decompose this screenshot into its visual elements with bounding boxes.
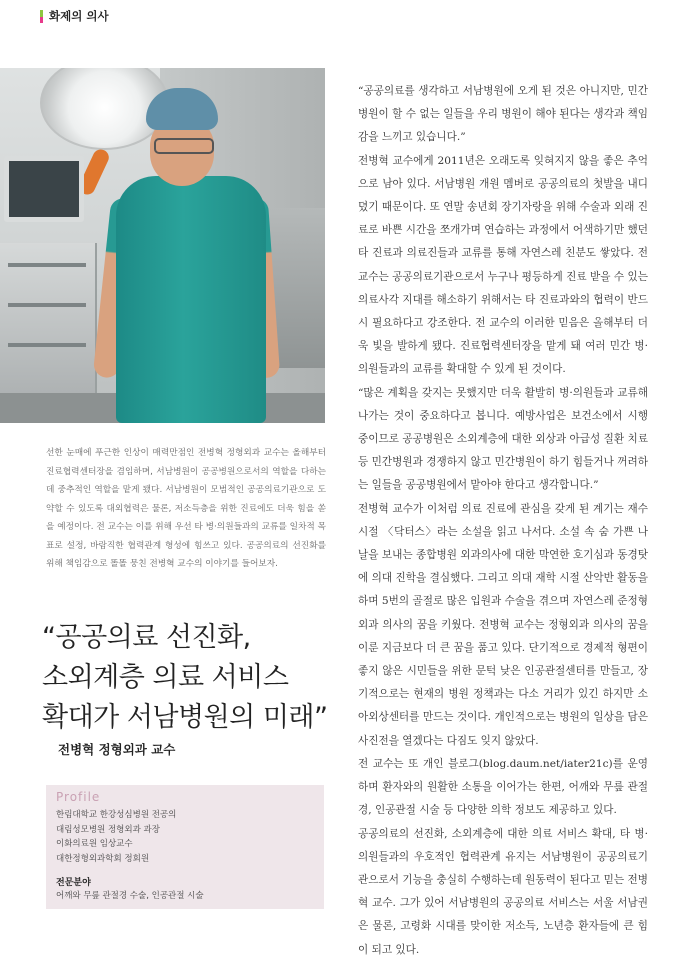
profile-item: 이화의료원 임상교수 [56, 839, 133, 849]
profile-item: 대한정형외과학회 정회원 [56, 853, 150, 864]
headline-line-1: “공공의료 선진화, [42, 622, 251, 653]
section-marker-icon [40, 10, 43, 23]
body-paragraph: 공공의료의 선진화, 소외계층에 대한 의료 서비스 확대, 타 병·의원들과의 우호적인 협력관계 유지는 서남병원이 공공의료기관으로서 기능을 충실히 수행하는데 원동력이 된다고 믿는 전병혁 교수. 그가 있어 서남병원의 공공의료 서비스는 서울 서남권은 물론, 고령화 시대를 맞이한 저소득, 노년층 환자들에 큰 힘이 되고 있다. [358, 827, 648, 956]
headline-line-3: 확대가 서남병원의 미래” [42, 702, 328, 733]
body-paragraph: “많은 계획을 갖지는 못했지만 더욱 활발히 병·의원들과 교류해 나가는 것이 중요하다고 봅니다. 예방사업은 보건소에서 시행 중이므로 공공병원은 소외계층에 대한 외상과 아급성 질환 치료 등 민간병원과 경쟁하지 않고 민간병원이 하기 힘들거나 꺼려하는 일들을 공공병원에서 맡아야 한다고 생각합니다.” [358, 386, 648, 492]
photo-caption: 선한 눈매에 푸근한 인상이 매력만점인 전병혁 정형외과 교수는 올해부터 진료협력센터장을 겸임하며, 서남병원이 공공병원으로서의 역할을 다하는 데 중추적인 역할을 맡게 됐다. 서남병원이 모범적인 공공의료기관으로 도약할 수 있도록 대외협력은 물론, 저소득층을 위한 진료에도 더욱 힘을 쏟을 예정이다. 전 교수는 이를 위해 우선 타 병·의원들과의 교류를 일차적 목표로 설정, 바람직한 협력관계 형성에 힘쓰고 있다. 공공의료의 선진화를 위해 책임감으로 똘똘 뭉친 전병혁 교수의 이야기를 들어보자. [46, 448, 326, 569]
profile-box [46, 785, 324, 909]
byline: 전병혁 정형외과 교수 [58, 742, 176, 757]
profile-item: 한림대학교 한강성심병원 전공의 [56, 810, 177, 820]
body-paragraph: 전병혁 교수가 이처럼 의료 진료에 관심을 갖게 된 계기는 재수시절 〈닥터스〉라는 소설을 읽고 나서다. 소설 속 숨 가쁜 나날을 보내는 종합병원 외과의사에 대한 막연한 호기심과 동경탓에 의대 진학을 결심했다. 그리고 의대 재학 시절 산악반 활동을 하며 5번의 골절로 많은 입원과 수술을 겪으며 자연스레 준정형외과 의사의 꿈을 키웠다. 전병혁 교수는 정형외과 의사의 꿈을 이룬 지금보다 더 큰 꿈을 품고 있다. 단기적으로 경제적 형편이 좋지 않은 시민들을 위한 문턱 낮은 인공관절센터를 만들고, 장기적으로는 현재의 병원 정책과는 다소 거리가 있긴 하지만 소아외상센터를 만드는 것이다. 개인적으로는 병원의 일상을 담은 사진전을 열겠다는 다짐도 잊지 않았다. [358, 502, 648, 747]
profile-title: Profile [56, 790, 101, 804]
body-paragraph: “공공의료를 생각하고 서남병원에 오게 된 것은 아니지만, 민간병원이 할 수 없는 일들을 우리 병원이 해야 된다는 생각과 책임감을 느끼고 있습니다.” [358, 85, 648, 144]
doctor-photo [0, 68, 325, 423]
monitor-icon [4, 156, 84, 222]
section-tag [40, 8, 109, 24]
specialty-text: 어깨와 무릎 관절경 수술, 인공관절 시술 [56, 891, 204, 901]
body-paragraph: 전 교수는 또 개인 블로그(blog.daum.net/iater21c)를 운영하며 환자와의 원활한 소통을 이어가는 한편, 어깨와 무릎 관절경, 인공관절 시술 등 다양한 의학 정보도 제공하고 있다. [358, 757, 648, 817]
section-label: 화제의 의사 [49, 9, 109, 23]
doctor-figure [98, 88, 288, 423]
headline [42, 618, 352, 738]
article-body [358, 80, 648, 962]
profile-item: 대림성모병원 정형외과 과장 [56, 824, 160, 835]
body-paragraph: 전병혁 교수에게 2011년은 오래도록 잊혀지지 않을 좋은 추억으로 남아 있다. 서남병원 개원 멤버로 공공의료의 첫발을 내디뎠기 때문이다. 또 연말 송년회 장기자랑을 위해 수술과 외래 진료로 바쁜 시간을 쪼개가며 연습하는 과정에서 어색하기만 했던 타 진료과 의료진들과 교류를 통해 자연스레 친분도 쌓았다. 전 교수는 공공의료기관으로서 누구나 평등하게 진료 받을 수 있는 의료사각 지대를 해소하기 위해서는 타 진료과와의 협력이 반드시 필요하다고 강조한다. 전 교수의 이러한 믿음은 올해부터 더욱 빛을 발하게 됐다. 진료협력센터장을 맡게 돼 여러 민간 병·의원들과의 교류를 확대할 수 있게 된 것이다. [358, 154, 648, 376]
specialty-heading: 전문분야 [56, 878, 91, 888]
profile-list [56, 808, 176, 866]
headline-line-2: 소외계층 의료 서비스 [42, 662, 289, 693]
